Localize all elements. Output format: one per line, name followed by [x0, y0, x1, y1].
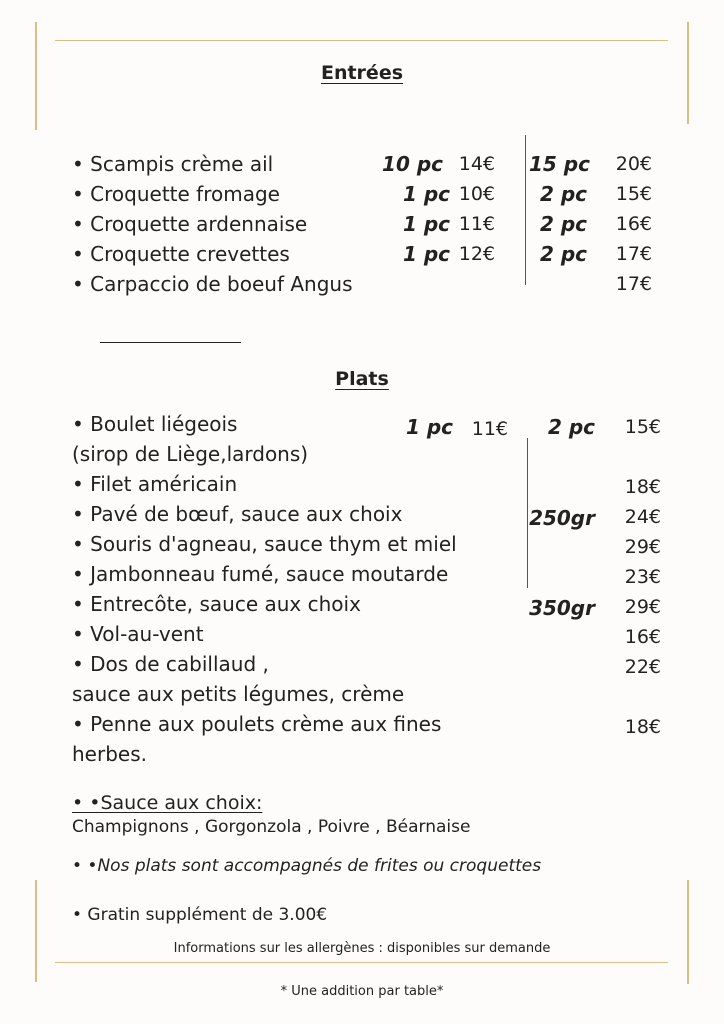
entree-qty-small: 1 pc — [402, 182, 450, 206]
entree-price-large: 15€ — [615, 183, 652, 205]
plat-name: sauce aux petits légumes, crème — [72, 682, 405, 706]
entree-name: • Croquette fromage — [72, 182, 280, 206]
plat-qty-small: 1 pc — [405, 415, 453, 439]
footer-note: * Une addition par table* — [280, 984, 444, 999]
plat-qty-large: 2 pc — [547, 415, 595, 439]
plat-price-large: 24€ — [624, 506, 661, 528]
frame-right-bottom — [687, 880, 689, 984]
entrees-title: Entrées — [320, 62, 404, 84]
plat-name: • Filet américain — [72, 472, 238, 496]
entree-qty-small: 1 pc — [402, 242, 450, 266]
plat-name: • Penne aux poulets crème aux fines — [72, 712, 442, 736]
plat-name: • Jambonneau fumé, sauce moutarde — [72, 562, 449, 586]
entree-price-large: 20€ — [615, 153, 652, 175]
entree-qty-large: 2 pc — [539, 242, 587, 266]
entrees-divider — [525, 135, 526, 285]
allergens-note: Informations sur les allergènes : disponibles sur demande — [173, 941, 551, 956]
accompaniment-note: • •Nos plats sont accompagnés de frites ou croquettes — [72, 856, 542, 876]
entree-name: • Croquette ardennaise — [72, 212, 308, 236]
entree-name: • Croquette crevettes — [72, 242, 290, 266]
entree-qty-small: 10 pc — [382, 152, 443, 176]
plat-price-large: 29€ — [624, 536, 661, 558]
entree-price-large: 16€ — [615, 213, 652, 235]
gratin-note: • Gratin supplément de 3.00€ — [72, 905, 328, 925]
sauce-title: • •Sauce aux choix: — [72, 792, 263, 814]
plat-name: (sirop de Liège,lardons) — [72, 442, 309, 466]
entree-price-small: 11€ — [458, 213, 495, 235]
frame-left-bottom — [35, 880, 37, 982]
plats-title: Plats — [335, 368, 389, 390]
plat-price-small: 11€ — [471, 418, 508, 440]
plat-name: • Souris d'agneau, sauce thym et miel — [72, 532, 457, 556]
plat-name: • Dos de cabillaud , — [72, 652, 269, 676]
plat-price-large: 18€ — [624, 476, 661, 498]
plat-price-large: 29€ — [624, 596, 661, 618]
plat-name: • Boulet liégeois — [72, 412, 238, 436]
plat-name: • Pavé de bœuf, sauce aux choix — [72, 502, 403, 526]
plat-name: herbes. — [72, 742, 147, 766]
entree-name: • Scampis crème ail — [72, 152, 274, 176]
entree-name: • Carpaccio de boeuf Angus — [72, 272, 353, 296]
plat-name: • Vol-au-vent — [72, 622, 204, 646]
entree-price-small: 14€ — [458, 153, 495, 175]
entree-price-small: 12€ — [458, 243, 495, 265]
entree-price-large: 17€ — [615, 273, 652, 295]
entree-price-large: 17€ — [615, 243, 652, 265]
plat-price-large: 16€ — [624, 626, 661, 648]
entree-qty-large: 15 pc — [529, 152, 590, 176]
plats-divider — [527, 438, 528, 588]
sauce-options: Champignons , Gorgonzola , Poivre , Béarnaise — [72, 817, 471, 837]
entree-qty-large: 2 pc — [539, 182, 587, 206]
plat-price-large: 23€ — [624, 566, 661, 588]
plat-qty-large: 350gr — [529, 596, 595, 620]
frame-top-rule — [55, 40, 668, 41]
plat-name: • Entrecôte, sauce aux choix — [72, 592, 361, 616]
plat-price-large: 22€ — [624, 656, 661, 678]
plat-price-large: 15€ — [624, 416, 661, 438]
plat-price-large: 18€ — [624, 716, 661, 738]
entree-price-small: 10€ — [458, 183, 495, 205]
plat-qty-large: 250gr — [529, 506, 595, 530]
entree-qty-large: 2 pc — [539, 212, 587, 236]
entree-qty-small: 1 pc — [402, 212, 450, 236]
section-separator — [100, 342, 241, 343]
frame-bottom-rule — [55, 962, 668, 963]
